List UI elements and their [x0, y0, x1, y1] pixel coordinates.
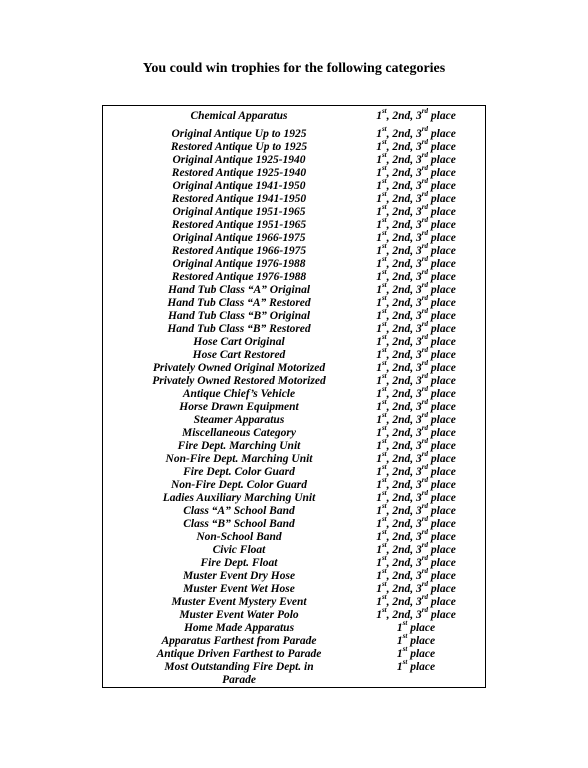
place-award: 1st, 2nd, 3rd place [376, 216, 456, 231]
table-row [103, 619, 485, 635]
category-name: Original Antique 1941-1950 [172, 180, 306, 192]
place-award: 1st place [396, 658, 436, 673]
category-name: Steamer Apparatus [193, 414, 285, 426]
category-name: Hand Tub Class “A” Original [167, 284, 311, 296]
category-name: Fire Dept. Marching Unit [177, 440, 301, 452]
place-award: 1st, 2nd, 3rd place [376, 125, 456, 140]
place-award: 1st, 2nd, 3rd place [376, 593, 456, 608]
category-name: Hand Tub Class “B” Restored [167, 323, 311, 335]
category-name: Fire Dept. Color Guard [183, 466, 295, 478]
place-award: 1st, 2nd, 3rd place [376, 307, 456, 322]
place-award: 1st, 2nd, 3rd place [376, 450, 456, 465]
trophy-categories-table [102, 105, 486, 688]
category-name: Restored Antique 1976-1988 [171, 271, 307, 283]
category-name: Non-Fire Dept. Color Guard [170, 479, 308, 491]
category-name: Restored Antique 1941-1950 [171, 193, 307, 205]
category-name: Restored Antique 1925-1940 [171, 167, 307, 179]
category-name: Privately Owned Restored Motorized [152, 375, 326, 387]
category-name: Apparatus Farthest from Parade [161, 635, 317, 647]
place-award: 1st, 2nd, 3rd place [376, 190, 456, 205]
place-award: 1st, 2nd, 3rd place [376, 107, 456, 122]
place-award: 1st, 2nd, 3rd place [376, 242, 456, 257]
category-name: Muster Event Mystery Event [171, 596, 307, 608]
place-award: 1st, 2nd, 3rd place [376, 255, 456, 270]
category-name: Class “B” School Band [183, 518, 295, 530]
place-award: 1st, 2nd, 3rd place [376, 502, 456, 517]
category-name: Original Antique 1976-1988 [172, 258, 306, 270]
category-name: Original Antique 1966-1975 [172, 232, 306, 244]
category-name: Restored Antique 1966-1975 [171, 245, 307, 257]
category-name: Muster Event Dry Hose [182, 570, 296, 582]
category-name: Privately Owned Original Motorized [152, 362, 326, 374]
category-name: Civic Float [212, 544, 266, 556]
category-name: Non-Fire Dept. Marching Unit [165, 453, 313, 465]
category-name: Original Antique 1951-1965 [172, 206, 306, 218]
category-name: Horse Drawn Equipment [179, 401, 299, 413]
table-rows [103, 107, 485, 687]
category-name: Restored Antique 1951-1965 [171, 219, 307, 231]
place-award: 1st, 2nd, 3rd place [376, 385, 456, 400]
category-name: Hose Cart Original [193, 336, 285, 348]
place-award: 1st, 2nd, 3rd place [376, 606, 456, 621]
category-name: Restored Antique Up to 1925 [170, 141, 308, 153]
place-award: 1st, 2nd, 3rd place [376, 424, 456, 439]
category-name: Parade [222, 674, 256, 686]
place-award: 1st, 2nd, 3rd place [376, 281, 456, 296]
place-award: 1st, 2nd, 3rd place [376, 177, 456, 192]
category-name: Antique Chief’s Vehicle [182, 388, 296, 400]
category-name: Muster Event Water Polo [179, 609, 299, 621]
place-award: 1st place [396, 645, 436, 660]
category-name: Chemical Apparatus [190, 110, 288, 122]
place-award: 1st, 2nd, 3rd place [376, 151, 456, 166]
place-award: 1st, 2nd, 3rd place [376, 268, 456, 283]
category-name: Original Antique Up to 1925 [171, 128, 307, 140]
place-award: 1st, 2nd, 3rd place [376, 580, 456, 595]
place-award: 1st, 2nd, 3rd place [376, 398, 456, 413]
category-name: Original Antique 1925-1940 [172, 154, 306, 166]
table-row [103, 645, 485, 661]
category-name: Hand Tub Class “B” Original [167, 310, 311, 322]
category-name: Antique Driven Farthest to Parade [156, 648, 322, 660]
place-award: 1st, 2nd, 3rd place [376, 489, 456, 504]
place-award: 1st, 2nd, 3rd place [376, 203, 456, 218]
table-row [103, 606, 485, 622]
place-award: 1st, 2nd, 3rd place [376, 476, 456, 491]
place-award: 1st, 2nd, 3rd place [376, 346, 456, 361]
place-award: 1st, 2nd, 3rd place [376, 411, 456, 426]
place-award: 1st, 2nd, 3rd place [376, 554, 456, 569]
table-row [103, 632, 485, 648]
category-name: Miscellaneous Category [181, 427, 297, 439]
place-award: 1st, 2nd, 3rd place [376, 372, 456, 387]
category-name: Non-School Band [196, 531, 282, 543]
place-award: 1st, 2nd, 3rd place [376, 515, 456, 530]
place-award: 1st, 2nd, 3rd place [376, 333, 456, 348]
category-name: Hose Cart Restored [192, 349, 286, 361]
place-award: 1st, 2nd, 3rd place [376, 229, 456, 244]
place-award: 1st, 2nd, 3rd place [376, 138, 456, 153]
place-award: 1st place [396, 632, 436, 647]
place-award: 1st, 2nd, 3rd place [376, 294, 456, 309]
place-award: 1st, 2nd, 3rd place [376, 463, 456, 478]
place-award: 1st, 2nd, 3rd place [376, 359, 456, 374]
table-row [103, 658, 485, 674]
category-name: Muster Event Wet Hose [183, 583, 295, 595]
place-award: 1st, 2nd, 3rd place [376, 567, 456, 582]
category-name: Ladies Auxiliary Marching Unit [162, 492, 316, 504]
page-title: You could win trophies for the following categories [142, 61, 446, 76]
place-award: 1st, 2nd, 3rd place [376, 320, 456, 335]
place-award: 1st, 2nd, 3rd place [376, 541, 456, 556]
category-name: Class “A” School Band [183, 505, 295, 517]
category-name: Fire Dept. Float [200, 557, 278, 569]
table-row [103, 674, 485, 687]
place-award: 1st place [396, 619, 436, 634]
category-name: Home Made Apparatus [183, 622, 295, 634]
category-name: Hand Tub Class “A” Restored [167, 297, 311, 309]
category-name: Most Outstanding Fire Dept. in [164, 661, 314, 673]
place-award: 1st, 2nd, 3rd place [376, 437, 456, 452]
place-award: 1st, 2nd, 3rd place [376, 164, 456, 179]
place-award: 1st, 2nd, 3rd place [376, 528, 456, 543]
